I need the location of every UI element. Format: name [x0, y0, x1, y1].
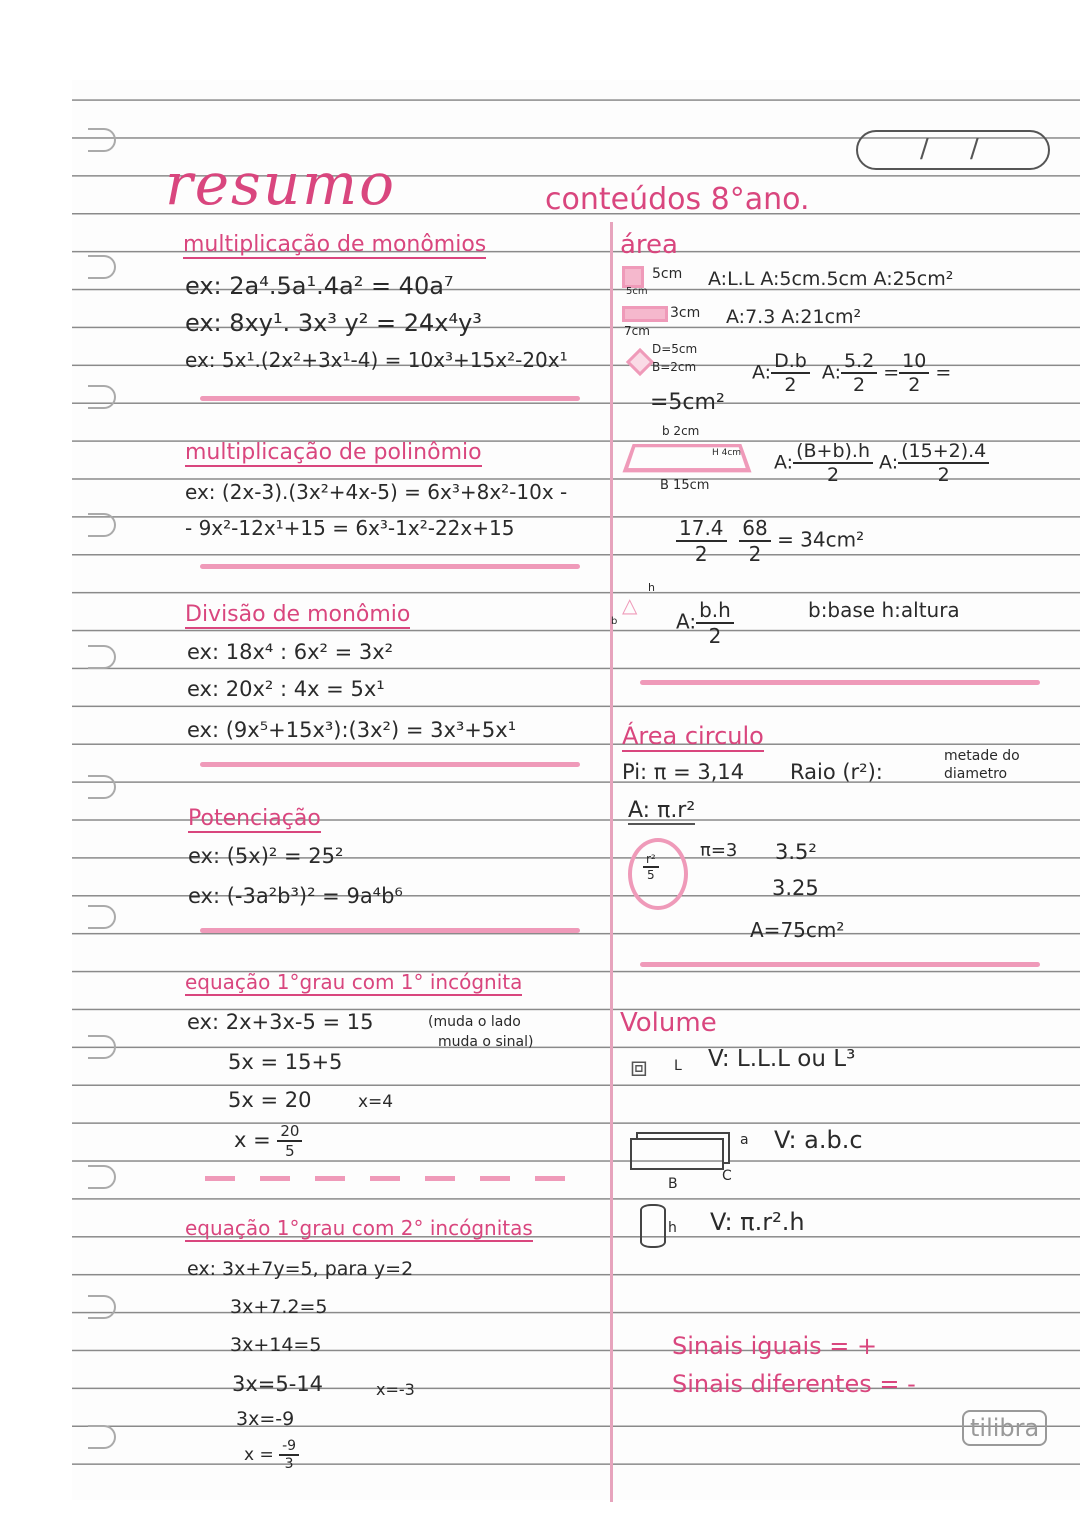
dimension-label: h — [648, 581, 655, 594]
dimension-label: L — [674, 1058, 682, 1074]
equation-step: 5x = 20 — [228, 1088, 312, 1112]
fraction — [277, 1122, 302, 1160]
dimension-label: b — [611, 616, 618, 627]
denominator: 2 — [708, 624, 722, 648]
equation-step: ex: 2x+3x-5 = 15 — [187, 1010, 374, 1034]
binder-hole — [88, 645, 116, 669]
fraction — [771, 350, 810, 396]
radius-note: diametro — [944, 766, 1008, 782]
binder-hole — [88, 905, 116, 929]
example-line: ex: 8xy¹. 3x³ y² = 24x⁴y³ — [185, 309, 482, 337]
example-line: ex: (9x⁵+15x³):(3x²) = 3x³+5x¹ — [187, 718, 517, 742]
calc-step: 3.5² — [775, 840, 817, 864]
fraction — [676, 516, 727, 566]
dimension-label: h — [668, 1220, 677, 1236]
example-line: ex: 18x⁴ : 6x² = 3x² — [187, 640, 394, 664]
binder-hole — [88, 1165, 116, 1189]
result: = 34cm² — [777, 527, 865, 552]
dimension-label: 5cm — [652, 266, 683, 282]
dimension-label: b 2cm — [662, 424, 700, 438]
heading-exponentiation: Potenciação — [188, 806, 321, 831]
denominator: 2 — [748, 542, 762, 566]
heading-first-degree-one-unknown: equação 1°grau com 1° incógnita — [185, 970, 523, 994]
denominator: 2 — [853, 374, 866, 396]
pi-approx: π=3 — [700, 840, 738, 861]
page-subtitle: conteúdos 8°ano. — [545, 182, 810, 217]
fraction — [793, 440, 873, 486]
area-triangle-formula — [676, 598, 734, 648]
result: =5cm² — [650, 390, 725, 415]
numerator: 17.4 — [676, 516, 727, 542]
example-line: ex: (2x-3).(3x²+4x-5) = 6x³+8x²-10x - — [185, 480, 568, 504]
section-divider — [200, 928, 580, 933]
rectangle-icon — [622, 306, 668, 322]
area-square-formula: A:L.L A:5cm.5cm A:25cm² — [708, 268, 954, 290]
numerator: 68 — [739, 516, 770, 542]
same-signs-rule: Sinais iguais = + — [672, 1332, 878, 1360]
label: A: — [774, 451, 794, 474]
equation-step-label: x = — [234, 1128, 278, 1152]
area-rectangle-formula: A:7.3 A:21cm² — [726, 306, 862, 328]
page-title: resumo — [165, 150, 397, 218]
section-divider — [640, 962, 1040, 967]
denominator: 2 — [694, 542, 708, 566]
note: (muda o lado — [428, 1014, 521, 1030]
label: A: — [752, 361, 772, 384]
radius-note: metade do — [944, 748, 1020, 764]
binder-hole — [88, 1425, 116, 1449]
equation-step: ex: 3x+7y=5, para y=2 — [187, 1258, 414, 1280]
numerator: D.b — [771, 350, 810, 374]
answer: x=-3 — [376, 1380, 415, 1399]
equation-step: 3x=-9 — [236, 1408, 295, 1430]
equation-step — [244, 1438, 299, 1472]
equation-step-label: x = — [244, 1445, 280, 1465]
numerator: (15+2).4 — [898, 440, 989, 464]
date-box — [856, 130, 1050, 170]
area-rhombus-formula — [752, 350, 951, 396]
dimension-label: C — [722, 1168, 732, 1184]
example-line: ex: 20x² : 4x = 5x¹ — [187, 677, 385, 701]
cube-volume-formula: V: L.L.L ou L³ — [708, 1046, 856, 1072]
binder-hole — [88, 255, 116, 279]
binder-hole — [88, 385, 116, 409]
date-separator: / — [970, 134, 979, 164]
cube-icon: ⧈ — [630, 1050, 648, 1083]
binder-hole — [88, 513, 116, 537]
heading-circle-area: Área circulo — [622, 722, 764, 750]
equation-step — [234, 1122, 302, 1160]
box-icon — [630, 1138, 724, 1170]
fraction — [696, 598, 734, 648]
dimension-label: B 15cm — [660, 478, 710, 493]
numerator: 20 — [277, 1122, 302, 1142]
denominator: 2 — [826, 464, 840, 486]
denominator: 3 — [284, 1456, 294, 1472]
example-line: ex: 5x¹.(2x²+3x¹-4) = 10x³+15x²-20x¹ — [185, 348, 568, 372]
date-separator: / — [920, 134, 929, 164]
numerator: (B+b).h — [793, 440, 873, 464]
equation-step: 3x+7.2=5 — [230, 1296, 328, 1318]
example-line: - 9x²-12x¹+15 = 6x³-1x²-22x+15 — [185, 516, 515, 540]
example-line: ex: (-3a²b³)² = 9a⁴b⁶ — [188, 884, 403, 908]
different-signs-rule: Sinais diferentes = - — [672, 1370, 916, 1398]
fraction — [899, 350, 929, 396]
binder-hole — [88, 1295, 116, 1319]
numerator: -9 — [279, 1438, 299, 1456]
section-divider — [200, 564, 580, 569]
heading-area: área — [620, 230, 678, 260]
section-divider — [200, 396, 580, 401]
fraction — [739, 516, 770, 566]
dimension-label: D=5cm — [652, 342, 698, 356]
triangle-legend: b:base h:altura — [808, 598, 960, 622]
fraction — [841, 350, 877, 396]
binder-hole — [88, 775, 116, 799]
binder-hole — [88, 1035, 116, 1059]
area-trapezoid-formula — [774, 440, 989, 486]
label: A: — [676, 609, 697, 634]
equals: = — [883, 361, 900, 384]
denominator: 5 — [285, 1142, 295, 1160]
section-divider — [200, 762, 580, 767]
example-line: ex: (5x)² = 25² — [188, 844, 344, 868]
fraction — [898, 440, 989, 486]
binder-hole — [88, 128, 116, 152]
pi-value: Pi: π = 3,14 — [622, 760, 745, 784]
denominator: 2 — [937, 464, 950, 486]
cylinder-icon — [640, 1204, 666, 1248]
heading-monomial-multiplication: multiplicação de monômios — [183, 232, 487, 257]
equation-step: 5x = 15+5 — [228, 1050, 343, 1074]
label: A: — [821, 361, 841, 384]
circle-area-formula: A: π.r² — [628, 798, 696, 823]
dimension-label: 5cm — [626, 286, 648, 297]
heading-monomial-division: Divisão de monômio — [185, 602, 411, 627]
numerator: b.h — [696, 598, 734, 624]
numerator: 5.2 — [841, 350, 877, 374]
section-divider — [640, 680, 1040, 685]
dimension-label: 3cm — [670, 305, 701, 321]
heading-volume: Volume — [620, 1008, 717, 1038]
note: muda o sinal) — [438, 1034, 534, 1050]
answer: x=4 — [358, 1092, 394, 1112]
dimension-label: a — [740, 1132, 749, 1148]
dashed-divider — [205, 1176, 575, 1181]
calc-step: 3.25 — [772, 876, 819, 900]
dimension-label: B — [668, 1176, 678, 1192]
heading-first-degree-two-unknowns: equação 1°grau com 2° incógnitas — [185, 1216, 533, 1240]
numerator: 10 — [899, 350, 929, 374]
triangle-icon: △ — [622, 593, 638, 617]
circle-icon-label — [643, 852, 659, 882]
result: A=75cm² — [750, 918, 845, 942]
equation-step: 3x=5-14 — [232, 1372, 324, 1396]
fraction — [643, 852, 659, 882]
dimension-label: B=2cm — [652, 360, 697, 374]
numerator: r² — [643, 852, 659, 868]
denominator: 5 — [647, 868, 655, 882]
dimension-label: H 4cm — [712, 448, 742, 458]
equals: = — [935, 361, 952, 384]
box-volume-formula: V: a.b.c — [774, 1126, 863, 1154]
denominator: 2 — [908, 374, 921, 396]
radius-label: Raio (r²): — [790, 760, 883, 784]
square-icon — [622, 266, 644, 288]
heading-polynomial-multiplication: multiplicação de polinômio — [185, 440, 482, 465]
denominator: 2 — [784, 374, 797, 396]
equation-step: 3x+14=5 — [230, 1334, 322, 1356]
fraction — [279, 1438, 299, 1472]
dimension-label: 7cm — [624, 324, 650, 338]
column-divider — [610, 222, 613, 1502]
trapezoid-calculation — [676, 516, 864, 566]
brand-logo: tilibra — [962, 1410, 1047, 1446]
example-line: ex: 2a⁴.5a¹.4a² = 40a⁷ — [185, 272, 454, 300]
label: A: — [879, 451, 899, 474]
cylinder-volume-formula: V: π.r².h — [710, 1208, 805, 1236]
